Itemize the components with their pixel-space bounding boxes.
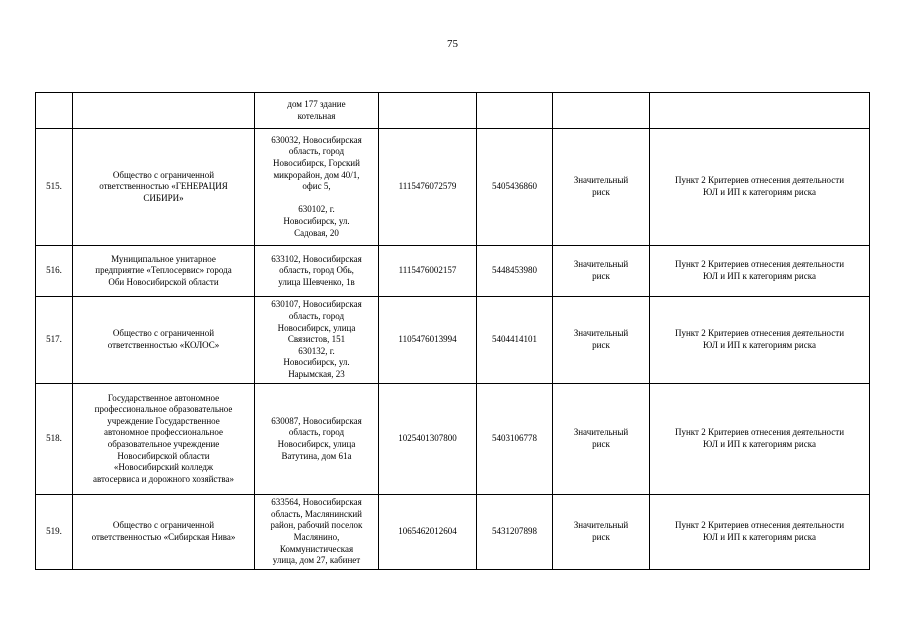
cell-risk: Значительный риск xyxy=(553,246,650,297)
cell-ogrn: 1065462012604 xyxy=(379,495,477,570)
cell-criteria: Пункт 2 Критериев отнесения деятельности ЮЛ и ИП к категориям риска xyxy=(650,246,870,297)
cell-num: 518. xyxy=(36,384,73,495)
cell-criteria: Пункт 2 Критериев отнесения деятельности ЮЛ и ИП к категориям риска xyxy=(650,384,870,495)
cell-criteria: Пункт 2 Критериев отнесения деятельности ЮЛ и ИП к категориям риска xyxy=(650,129,870,246)
cell-name: Общество с ограниченной ответственностью «ГЕНЕРАЦИЯ СИБИРИ» xyxy=(73,129,255,246)
cell-risk: Значительный риск xyxy=(553,495,650,570)
cell-num: 519. xyxy=(36,495,73,570)
table-row xyxy=(36,495,870,570)
cell-risk: Значительный риск xyxy=(553,129,650,246)
cell-criteria xyxy=(650,93,870,129)
cell-criteria: Пункт 2 Критериев отнесения деятельности ЮЛ и ИП к категориям риска xyxy=(650,495,870,570)
cell-num: 516. xyxy=(36,246,73,297)
cell-risk: Значительный риск xyxy=(553,384,650,495)
table-row xyxy=(36,129,870,246)
cell-address: 633102, Новосибирская область, город Обь, улица Шевченко, 1в xyxy=(255,246,379,297)
cell-criteria: Пункт 2 Критериев отнесения деятельности ЮЛ и ИП к категориям риска xyxy=(650,297,870,384)
page-number: 75 xyxy=(447,38,458,50)
cell-name: Общество с ограниченной ответственностью «КОЛОС» xyxy=(73,297,255,384)
table-row-continuation xyxy=(36,93,870,129)
cell-ogrn: 1115476072579 xyxy=(379,129,477,246)
cell-num xyxy=(36,93,73,129)
cell-ogrn: 1115476002157 xyxy=(379,246,477,297)
cell-address: дом 177 здание котельная xyxy=(255,93,379,129)
cell-name: Муниципальное унитарное предприятие «Теплосервис» города Оби Новосибирской области xyxy=(73,246,255,297)
cell-inn: 5448453980 xyxy=(477,246,553,297)
cell-inn: 5431207898 xyxy=(477,495,553,570)
cell-inn: 5403106778 xyxy=(477,384,553,495)
cell-name: Общество с ограниченной ответственностью «Сибирская Нива» xyxy=(73,495,255,570)
cell-name xyxy=(73,93,255,129)
cell-risk xyxy=(553,93,650,129)
cell-address: 630032, Новосибирская область, город Новосибирск, Горский микрорайон, дом 40/1, офис 5, 630102, г. Новосибирск, ул. Садовая, 20 xyxy=(255,129,379,246)
cell-ogrn xyxy=(379,93,477,129)
cell-inn xyxy=(477,93,553,129)
cell-inn: 5405436860 xyxy=(477,129,553,246)
cell-num: 515. xyxy=(36,129,73,246)
cell-risk: Значительный риск xyxy=(553,297,650,384)
cell-address: 630107, Новосибирская область, город Новосибирск, улица Связистов, 151 630132, г. Новосибирск, ул. Нарымская, 23 xyxy=(255,297,379,384)
cell-ogrn: 1025401307800 xyxy=(379,384,477,495)
risk-registry-table xyxy=(35,92,870,570)
cell-address: 633564, Новосибирская область, Маслянинский район, рабочий поселок Маслянино, Коммунистическая улица, дом 27, кабинет xyxy=(255,495,379,570)
table-row xyxy=(36,246,870,297)
cell-inn: 5404414101 xyxy=(477,297,553,384)
cell-name: Государственное автономное профессиональное образовательное учреждение Государственное автономное профессиональное образовательное учреждение Новосибирской области «Новосибирский колледж автосервиса и дорожного хозяйства» xyxy=(73,384,255,495)
cell-ogrn: 1105476013994 xyxy=(379,297,477,384)
cell-num: 517. xyxy=(36,297,73,384)
table-row xyxy=(36,297,870,384)
table-row xyxy=(36,384,870,495)
cell-address: 630087, Новосибирская область, город Новосибирск, улица Ватутина, дом 61а xyxy=(255,384,379,495)
